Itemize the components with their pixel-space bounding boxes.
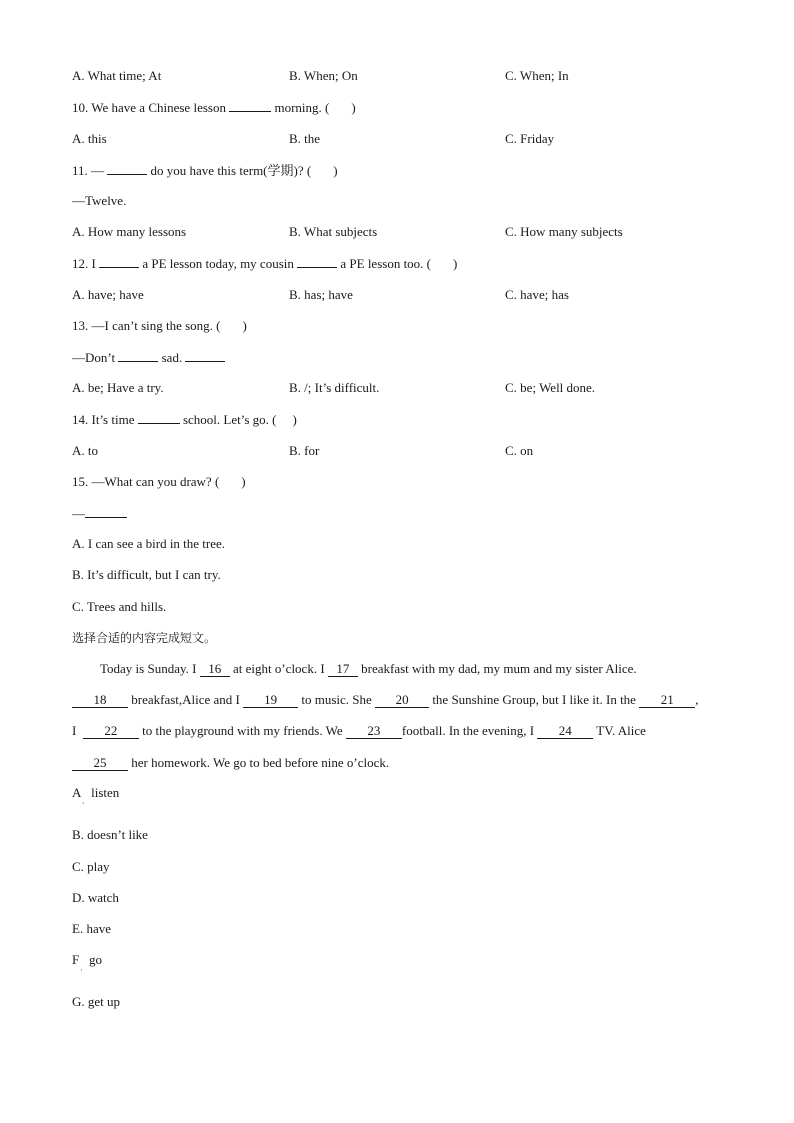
q10-stem	[72, 99, 356, 116]
q15-option-c: C. Trees and hills.	[72, 599, 167, 614]
q14-option-b: B. for	[289, 443, 320, 458]
q15-reply	[72, 505, 127, 522]
passage-text: breakfast with my dad, my mum and my sister Alice.	[361, 661, 637, 676]
q14-stem	[72, 411, 297, 428]
blank-23: 23	[346, 723, 402, 739]
choice-letter: B.	[72, 827, 84, 842]
blank-18: 18	[72, 692, 128, 708]
stray-dot: ·	[80, 966, 83, 975]
q13-option-c: C. be; Well done.	[505, 380, 596, 395]
choice-letter: E.	[72, 921, 84, 936]
q11-option-b: B. What subjects	[289, 224, 378, 239]
choice-e	[72, 921, 111, 937]
q11-option-c: C. How many subjects	[505, 224, 623, 239]
q13-text: 13. —I can’t sing the song. (	[72, 318, 221, 333]
blank-22: 22	[83, 723, 139, 739]
q14-text-post: school. Let’s go. (	[182, 412, 277, 427]
q15-option-a: A. I can see a bird in the tree.	[72, 536, 226, 551]
passage-text: to the playground with my friends. We	[142, 723, 343, 738]
choice-f	[72, 952, 102, 968]
q15-blank	[85, 505, 127, 518]
q13-reply-mid: sad.	[161, 350, 183, 365]
q14-option-c: C. on	[505, 443, 534, 458]
stray-dot: ·	[82, 799, 85, 808]
choice-c	[72, 859, 110, 875]
q10-option-b: B. the	[289, 131, 321, 146]
choice-text: listen	[91, 785, 120, 800]
q10-blank	[229, 99, 271, 112]
q14-text-pre: 14. It’s time	[72, 412, 135, 427]
passage-text: Today is Sunday. I	[100, 661, 197, 676]
blank-21: 21	[639, 692, 695, 708]
passage-text: breakfast,Alice and I	[131, 692, 240, 707]
passage-line-2	[72, 692, 720, 708]
choice-a	[72, 785, 119, 801]
choice-g	[72, 994, 120, 1010]
q15-paren-close: )	[241, 474, 246, 489]
q13-option-b: B. /; It’s difficult.	[289, 380, 380, 395]
q13-stem	[72, 318, 247, 334]
choice-text: doesn’t like	[87, 827, 148, 842]
choice-b	[72, 827, 148, 843]
q12-text-mid: a PE lesson today, my cousin	[142, 256, 294, 271]
choice-letter: F	[72, 952, 80, 967]
passage-line-1	[72, 661, 720, 677]
passage-text: at eight o’clock. I	[232, 661, 325, 676]
passage-text: her homework. We go to bed before nine o’clock.	[131, 755, 390, 770]
q15-option-b: B. It’s difficult, but I can try.	[72, 567, 221, 582]
q9-option-a: A. What time; At	[72, 68, 162, 83]
choice-d	[72, 890, 119, 906]
q13-reply	[72, 349, 225, 366]
blank-16: 16	[200, 661, 230, 677]
passage-text: TV. Alice	[596, 723, 646, 738]
choice-text: watch	[87, 890, 119, 905]
passage-text: to music. She	[301, 692, 372, 707]
choice-letter: G.	[72, 994, 85, 1009]
q12-blank-2	[297, 255, 337, 268]
q14-blank	[138, 411, 180, 424]
q11-answer: —Twelve.	[72, 193, 127, 208]
q10-paren-close: )	[351, 100, 356, 115]
passage-text: ,	[695, 692, 699, 707]
blank-17: 17	[328, 661, 358, 677]
passage-line-3	[72, 723, 720, 739]
q9-option-b: B. When; On	[289, 68, 358, 83]
q12-paren-close: )	[453, 256, 458, 271]
blank-19: 19	[243, 692, 298, 708]
section-title: 选择合适的内容完成短文。	[72, 631, 217, 645]
q9-option-c: C. When; In	[505, 68, 569, 83]
q11-stem	[72, 162, 338, 179]
choice-text: go	[88, 952, 102, 967]
q12-stem	[72, 255, 457, 272]
q13-blank-2	[185, 349, 225, 362]
passage-line-4	[72, 755, 720, 771]
q12-text-pre: 12. I	[72, 256, 96, 271]
blank-24: 24	[537, 723, 593, 739]
q12-option-b: B. has; have	[289, 287, 353, 302]
q11-text-pre: 11. —	[72, 163, 105, 178]
q12-blank-1	[99, 255, 139, 268]
q10-text-pre: 10. We have a Chinese lesson	[72, 100, 226, 115]
passage-text: the Sunshine Group, but I like it. In the	[432, 692, 636, 707]
choice-letter: C.	[72, 859, 84, 874]
choice-letter: A	[72, 785, 82, 800]
q10-text-post: morning. (	[274, 100, 330, 115]
q15-stem	[72, 474, 246, 490]
q14-option-a: A. to	[72, 443, 98, 458]
q15-text: 15. —What can you draw? (	[72, 474, 220, 489]
q14-paren-close: )	[292, 412, 297, 427]
q10-option-c: C. Friday	[505, 131, 555, 146]
q10-option-a: A. this	[72, 131, 107, 146]
q11-option-a: A. How many lessons	[72, 224, 187, 239]
q12-text-post: a PE lesson too. (	[340, 256, 432, 271]
q12-option-c: C. have; has	[505, 287, 569, 302]
q13-blank-1	[118, 349, 158, 362]
passage-text: football. In the evening, I	[401, 723, 535, 738]
choice-text: get up	[87, 994, 121, 1009]
q13-paren-close: )	[242, 318, 247, 333]
q11-text-post: do you have this term(学期)? (	[150, 163, 312, 178]
q13-option-a: A. be; Have a try.	[72, 380, 164, 395]
q11-blank	[107, 162, 147, 175]
blank-20: 20	[375, 692, 429, 708]
q15-reply-pre: —	[72, 506, 85, 521]
choice-letter: D.	[72, 890, 85, 905]
passage-text: I	[72, 723, 77, 738]
choice-text: have	[86, 921, 111, 936]
cloze-passage	[72, 661, 720, 771]
blank-25: 25	[72, 755, 128, 771]
choice-text: play	[87, 859, 110, 874]
q11-paren-close: )	[333, 163, 338, 178]
q12-option-a: A. have; have	[72, 287, 144, 302]
q13-reply-pre: —Don’t	[72, 350, 116, 365]
